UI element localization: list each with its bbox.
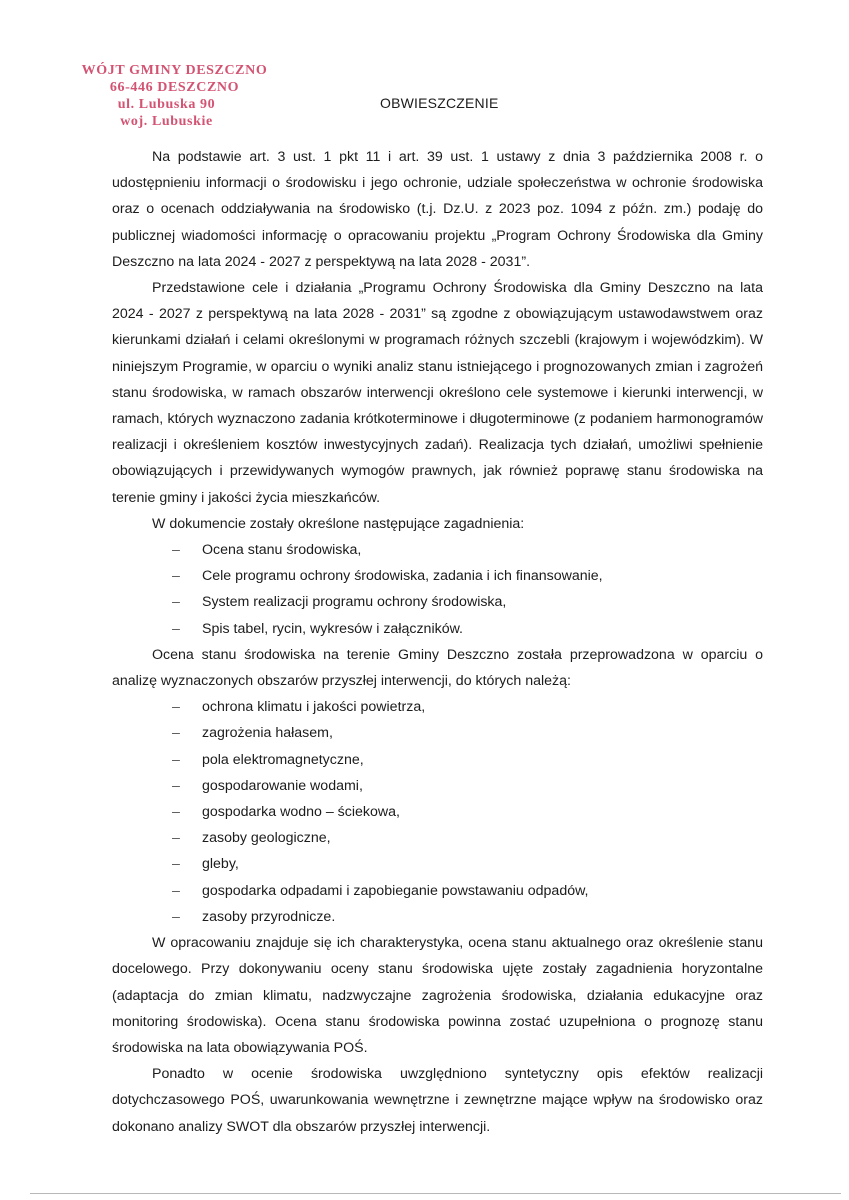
document-body xyxy=(112,142,763,1140)
intervention-areas-list xyxy=(112,694,763,930)
stamp-line: WÓJT GMINY DESZCZNO xyxy=(81,63,268,78)
list-item-text: gospodarowanie wodami, xyxy=(202,777,363,794)
dash-bullet-icon: – xyxy=(172,908,180,925)
list-item-text: zasoby geologiczne, xyxy=(202,830,331,847)
list-item xyxy=(172,825,763,851)
list-item xyxy=(172,694,763,720)
list-item xyxy=(172,537,763,563)
list-item-text: Spis tabel, rycin, wykresów i załączników. xyxy=(202,620,463,637)
list-item xyxy=(172,799,763,825)
list-item-text: Cele programu ochrony środowiska, zadania i ich finansowanie, xyxy=(202,568,603,585)
list-item xyxy=(172,878,763,904)
list-item xyxy=(172,589,763,615)
document-contents-list xyxy=(112,537,763,642)
list-item-text: Ocena stanu środowiska, xyxy=(202,542,362,559)
list-item-text: ochrona klimatu i jakości powietrza, xyxy=(202,699,426,716)
paragraph-swot: Ponadto w ocenie środowiska uwzględniono syntetyczny opis efektów realizacji dotychczasowego POŚ, uwarunkowania wewnętrzne i zewnętrzne mające wpływ na środowisko oraz dokonano analizy SWOT dla obszarów przyszłej interwencji. xyxy=(112,1066,763,1135)
dash-bullet-icon: – xyxy=(172,830,180,847)
list-item-text: gospodarka odpadami i zapobieganie powstawaniu odpadów, xyxy=(202,882,589,899)
dash-bullet-icon: – xyxy=(172,777,180,794)
paragraph-legal-basis: Na podstawie art. 3 ust. 1 pkt 11 i art. 39 ust. 1 ustawy z dnia 3 października 2008 r. o udostępnieniu informacji o środowisku i jego ochronie, udziale społeczeństwa w ochronie środowiska oraz o ocenach oddziaływania na środowisko (t.j. Dz.U. z 2023 poz. 1094 z późn. zm.) podaję do publicznej wiadomości informację o opracowaniu projektu „Program Ochrony Środowiska dla Gminy Deszczno na lata 2024 - 2027 z perspektywą na lata 2028 - 2031”. xyxy=(112,149,763,270)
scan-bottom-edge xyxy=(30,1193,841,1194)
list-item-text: gospodarka wodno – ściekowa, xyxy=(202,804,400,821)
list-item xyxy=(172,616,763,642)
paragraph-list-intro: W dokumencie zostały określone następujące zagadnienia: xyxy=(152,515,525,532)
paragraph-assessment: Ocena stanu środowiska na terenie Gminy Deszczno została przeprowadzona w oparciu o analizę wyznaczonych obszarów przyszłej interwencji, do których należą: xyxy=(112,646,763,690)
list-item xyxy=(172,563,763,589)
stamp-line: ul. Lubuska 90 xyxy=(117,97,216,112)
dash-bullet-icon: – xyxy=(172,594,180,611)
dash-bullet-icon: – xyxy=(172,725,180,742)
stamp-line: 66-446 DESZCZNO xyxy=(109,80,240,95)
list-item xyxy=(172,747,763,773)
list-item xyxy=(172,773,763,799)
dash-bullet-icon: – xyxy=(172,882,180,899)
dash-bullet-icon: – xyxy=(172,620,180,637)
dash-bullet-icon: – xyxy=(172,856,180,873)
list-item xyxy=(172,720,763,746)
dash-bullet-icon: – xyxy=(172,542,180,559)
office-stamp xyxy=(62,62,287,130)
dash-bullet-icon: – xyxy=(172,568,180,585)
list-item-text: zasoby przyrodnicze. xyxy=(202,908,336,925)
list-item-text: System realizacji programu ochrony środowiska, xyxy=(202,594,507,611)
dash-bullet-icon: – xyxy=(172,751,180,768)
list-item-text: pola elektromagnetyczne, xyxy=(202,751,364,768)
list-item xyxy=(172,851,763,877)
paragraph-program-goals: Przedstawione cele i działania „Programu Ochrony Środowiska dla Gminy Deszczno na lata 2024 - 2027 z perspektywą na lata 2028 - 2031” są zgodne z obowiązującym ustawodawstwem oraz kierunkami działań i celami określonymi w programach różnych szczebli (krajowym i wojewódzkim). W niniejszym Programie, w oparciu o wyniki analiz stanu istniejącego i prognozowanych zmian i zagrożeń stanu środowiska, w ramach obszarów interwencji określono cele systemowe i kierunki interwencji, w ramach, których wyznaczono zadania krótkoterminowe i długoterminowe (z podaniem harmonogramów realizacji i określeniem kosztów inwestycyjnych zadań). Realizacja tych działań, umożliwi spełnienie obowiązujących i przewidywanych wymogów prawnych, jak również poprawę stanu środowiska na terenie gminy i jakości życia mieszkańców. xyxy=(112,280,763,506)
dash-bullet-icon: – xyxy=(172,804,180,821)
document-title: OBWIESZCZENIE xyxy=(380,95,499,111)
dash-bullet-icon: – xyxy=(172,699,180,716)
paragraph-characteristics: W opracowaniu znajduje się ich charakterystyka, ocena stanu aktualnego oraz określenie stanu docelowego. Przy dokonywaniu oceny stanu środowiska ujęte zostały zagadnienia horyzontalne (adaptacja do zmian klimatu, nadzwyczajne zagrożenia środowiska, działania edukacyjne oraz monitoring środowiska). Ocena stanu środowiska powinna zostać uzupełniona o prognozę stanu środowiska na lata obowiązywania POŚ. xyxy=(112,935,763,1056)
list-item-text: zagrożenia hałasem, xyxy=(202,725,333,742)
list-item-text: gleby, xyxy=(202,856,239,873)
list-item xyxy=(172,904,763,930)
stamp-line: woj. Lubuskie xyxy=(120,114,213,129)
